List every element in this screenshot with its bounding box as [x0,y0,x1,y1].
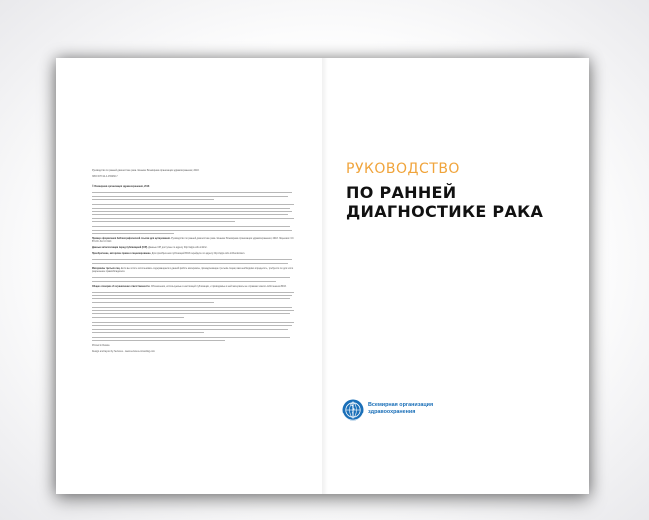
printed-in: Printed in Russia [92,345,110,348]
cover-title-line-2: ДИАГНОСТИКЕ РАКА [346,202,544,221]
cover-subtitle: РУКОВОДСТВО [346,161,460,177]
spine-shadow [322,58,328,494]
disclaimer-body [92,292,296,303]
rights-text: Для приобретения публикаций ВОЗ перейдите по адресу http://apps.who.int/bookorders. [151,253,246,256]
citation-text: Руководство по ранней диагностике рака. Женева: Всемирная организация здравоохранения; 2018. Лицензия: CC BY-NC-SA 3.0 IGO. [92,237,294,244]
cip-text: Данные CIP доступны по адресу http://apps.who.int/iris/. [148,247,208,250]
products-paragraph [92,307,296,318]
third-party-head: Материалы третьих лиц. [92,267,121,270]
license-terms-paragraph [92,204,296,222]
rights-paragraph-body [92,259,296,263]
design-credit: Design and layout by Services - www.services-consulting.com [92,351,155,354]
who-logo [341,398,461,426]
intro-line: Руководство по ранней диагностике рака. Женева: Всемирная организация здравоохранения; 2018. [92,170,200,172]
citation-section [92,238,296,245]
who-emblem-icon [341,398,365,422]
mediation-paragraph [92,226,296,234]
who-name [368,402,433,415]
disclaimer-text: Обозначения, используемые в настоящей публикации, и приводимые в ней материалы не отражают какого-либо мнения ВОЗ. [150,285,287,288]
title-block [346,161,556,221]
citation-head: Пример оформления библиографической ссылки для цитирования. [92,237,171,240]
isbn: ISBN 978-92-4-459968-7 [92,176,118,178]
copyright-line: © Всемирная организация здравоохранения, 2018 [92,186,150,189]
cover-title-line-1: ПО РАННЕЙ [346,183,457,202]
precautions-paragraph [92,322,296,333]
disclaimer-head: Общие оговорки об ограничении ответственности. [92,285,151,288]
license-paragraph [92,192,296,200]
third-party-section [92,268,296,275]
cip-section [92,247,296,250]
copyright-page [92,170,296,470]
disclaimer-section [92,286,296,289]
book-spread [56,58,589,494]
rights-head: Приобретение, авторские права и лицензирование. [92,253,152,256]
cip-head: Данные каталогизации перед публикацией (CIP). [92,247,148,250]
authors-paragraph [92,337,296,341]
who-name-line-1: Всемирная организация [368,402,434,408]
rights-section [92,253,296,256]
third-party-text: Если вы хотите использовать содержащиеся в данной работе материалы, принадлежащие третьим лицам, вам необходимо определить, требуется ли для этого разрешение правообладателя. [92,267,294,274]
who-name-line-2: здравоохранения [368,408,416,415]
third-party-body [92,277,296,281]
